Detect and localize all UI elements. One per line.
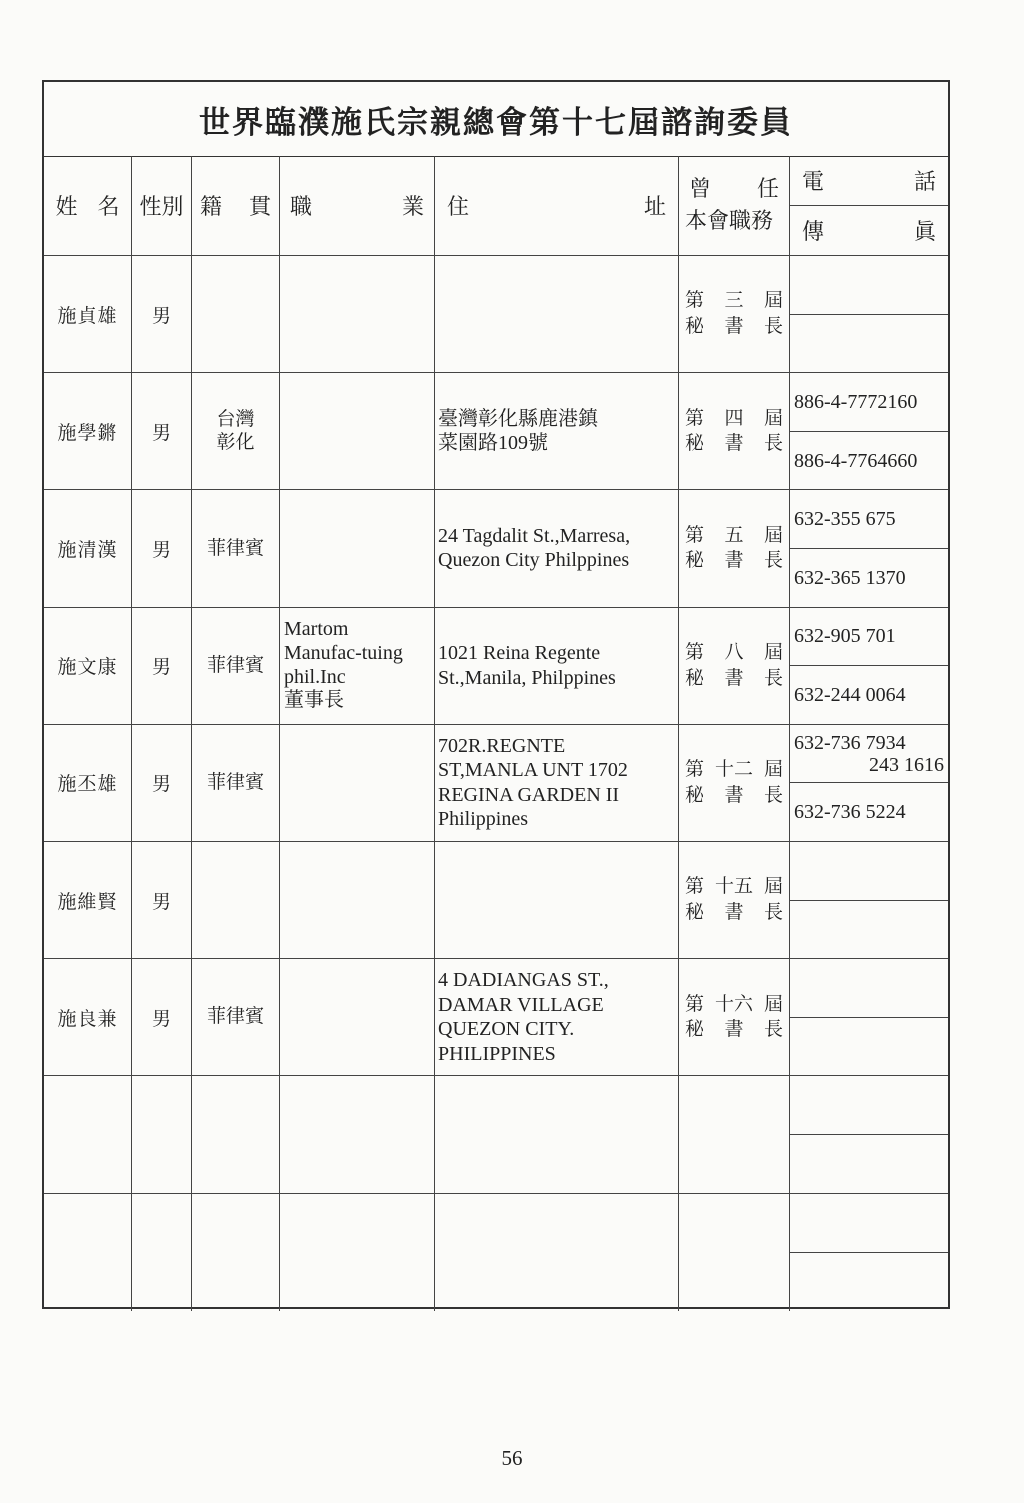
member-native-place: 菲律賓 xyxy=(192,959,280,1076)
member-occupation xyxy=(280,959,435,1076)
phone-number xyxy=(790,959,948,1018)
member-native-place: 菲律賓 xyxy=(192,490,280,607)
member-occupation xyxy=(280,1076,435,1193)
phone-number: 632-905 701 xyxy=(790,608,948,667)
member-gender: 男 xyxy=(132,256,192,373)
page-title: 世界臨濮施氏宗親總會第十七屆諮詢委員 xyxy=(199,104,793,141)
member-name: 施維賢 xyxy=(44,842,132,959)
member-phone-fax xyxy=(790,256,948,373)
header-gender: 性別 xyxy=(132,156,192,256)
phone-number xyxy=(790,1076,948,1135)
member-address xyxy=(435,256,679,373)
member-past-post xyxy=(679,1076,790,1193)
member-phone-fax xyxy=(790,608,948,725)
fax-number: 632-244 0064 xyxy=(794,683,906,706)
member-native-place: 菲律賓 xyxy=(192,608,280,725)
fax-number xyxy=(790,1253,948,1311)
fax-number xyxy=(790,1018,948,1076)
member-occupation xyxy=(280,256,435,373)
member-native-place xyxy=(192,1076,280,1193)
member-name: 施學鏘 xyxy=(44,373,132,490)
member-address: 1021 Reina Regente St.,Manila, Philppines xyxy=(435,608,679,725)
phone-number xyxy=(790,842,948,901)
member-gender: 男 xyxy=(132,725,192,842)
fax-number xyxy=(790,901,948,959)
member-phone-fax xyxy=(790,725,948,842)
member-phone-fax xyxy=(790,490,948,607)
member-address: 臺灣彰化縣鹿港鎮 菜園路109號 xyxy=(435,373,679,490)
title-row xyxy=(44,82,948,157)
member-name: 施貞雄 xyxy=(44,256,132,373)
member-native-place xyxy=(192,256,280,373)
phone-number: 632-736 7934 243 1616 xyxy=(790,725,948,784)
header-occupation: 職 業 xyxy=(280,156,435,256)
member-address: 24 Tagdalit St.,Marresa, Quezon City Philppines xyxy=(435,490,679,607)
member-occupation xyxy=(280,1194,435,1311)
member-phone-fax xyxy=(790,1076,948,1193)
member-native-place xyxy=(192,1194,280,1311)
member-phone-fax xyxy=(790,959,948,1076)
member-past-post: 第 十五 屆 秘 書 長 xyxy=(679,842,790,959)
phone-number xyxy=(790,1194,948,1253)
header-native-place: 籍 貫 xyxy=(192,156,280,256)
member-name xyxy=(44,1194,132,1311)
member-native-place: 台灣 彰化 xyxy=(192,373,280,490)
member-address xyxy=(435,1076,679,1193)
header-address: 住 址 xyxy=(435,156,679,256)
phone-number: 632-355 675 xyxy=(790,490,948,549)
member-name xyxy=(44,1076,132,1193)
page-number: 56 xyxy=(501,1446,523,1470)
member-occupation xyxy=(280,842,435,959)
member-phone-fax xyxy=(790,1194,948,1311)
table-frame xyxy=(42,80,950,1309)
phone-number: 886-4-7772160 xyxy=(790,373,948,432)
member-past-post: 第 十二 屆 秘 書 長 xyxy=(679,725,790,842)
member-address: 702R.REGNTE ST,MANLA UNT 1702 REGINA GARDEN II Philippines xyxy=(435,725,679,842)
member-gender xyxy=(132,1076,192,1193)
member-past-post: 第 三 屆 秘 書 長 xyxy=(679,256,790,373)
member-occupation: Martom Manufac-tuing phil.Inc 董事長 xyxy=(280,608,435,725)
member-occupation xyxy=(280,490,435,607)
member-gender: 男 xyxy=(132,373,192,490)
fax-number xyxy=(790,1135,948,1193)
member-gender: 男 xyxy=(132,842,192,959)
member-gender: 男 xyxy=(132,959,192,1076)
fax-number: 886-4-7764660 xyxy=(794,449,918,472)
member-occupation xyxy=(280,373,435,490)
member-past-post xyxy=(679,1194,790,1311)
committee-table xyxy=(44,156,948,1311)
member-occupation xyxy=(280,725,435,842)
member-name: 施良兼 xyxy=(44,959,132,1076)
member-name: 施文康 xyxy=(44,608,132,725)
member-name: 施丕雄 xyxy=(44,725,132,842)
member-past-post: 第 十六 屆 秘 書 長 xyxy=(679,959,790,1076)
header-past-post: 曾 任 本會職務 xyxy=(679,156,790,256)
member-phone-fax xyxy=(790,373,948,490)
member-native-place xyxy=(192,842,280,959)
member-native-place: 菲律賓 xyxy=(192,725,280,842)
fax-number xyxy=(790,315,948,373)
fax-number: 632-736 5224 xyxy=(794,801,906,824)
member-past-post: 第 五 屆 秘 書 長 xyxy=(679,490,790,607)
member-past-post: 第 八 屆 秘 書 長 xyxy=(679,608,790,725)
member-gender: 男 xyxy=(132,490,192,607)
member-address: 4 DADIANGAS ST., DAMAR VILLAGE QUEZON CITY. PHILIPPINES xyxy=(435,959,679,1076)
fax-number: 632-365 1370 xyxy=(794,566,906,589)
header-name: 姓 名 xyxy=(44,156,132,256)
member-gender xyxy=(132,1194,192,1311)
member-address xyxy=(435,842,679,959)
member-gender: 男 xyxy=(132,608,192,725)
header-phone-fax: 電 話 傳 眞 xyxy=(790,156,948,256)
phone-number xyxy=(790,256,948,315)
member-name: 施清漢 xyxy=(44,490,132,607)
member-phone-fax xyxy=(790,842,948,959)
member-address xyxy=(435,1194,679,1311)
member-past-post: 第 四 屆 秘 書 長 xyxy=(679,373,790,490)
